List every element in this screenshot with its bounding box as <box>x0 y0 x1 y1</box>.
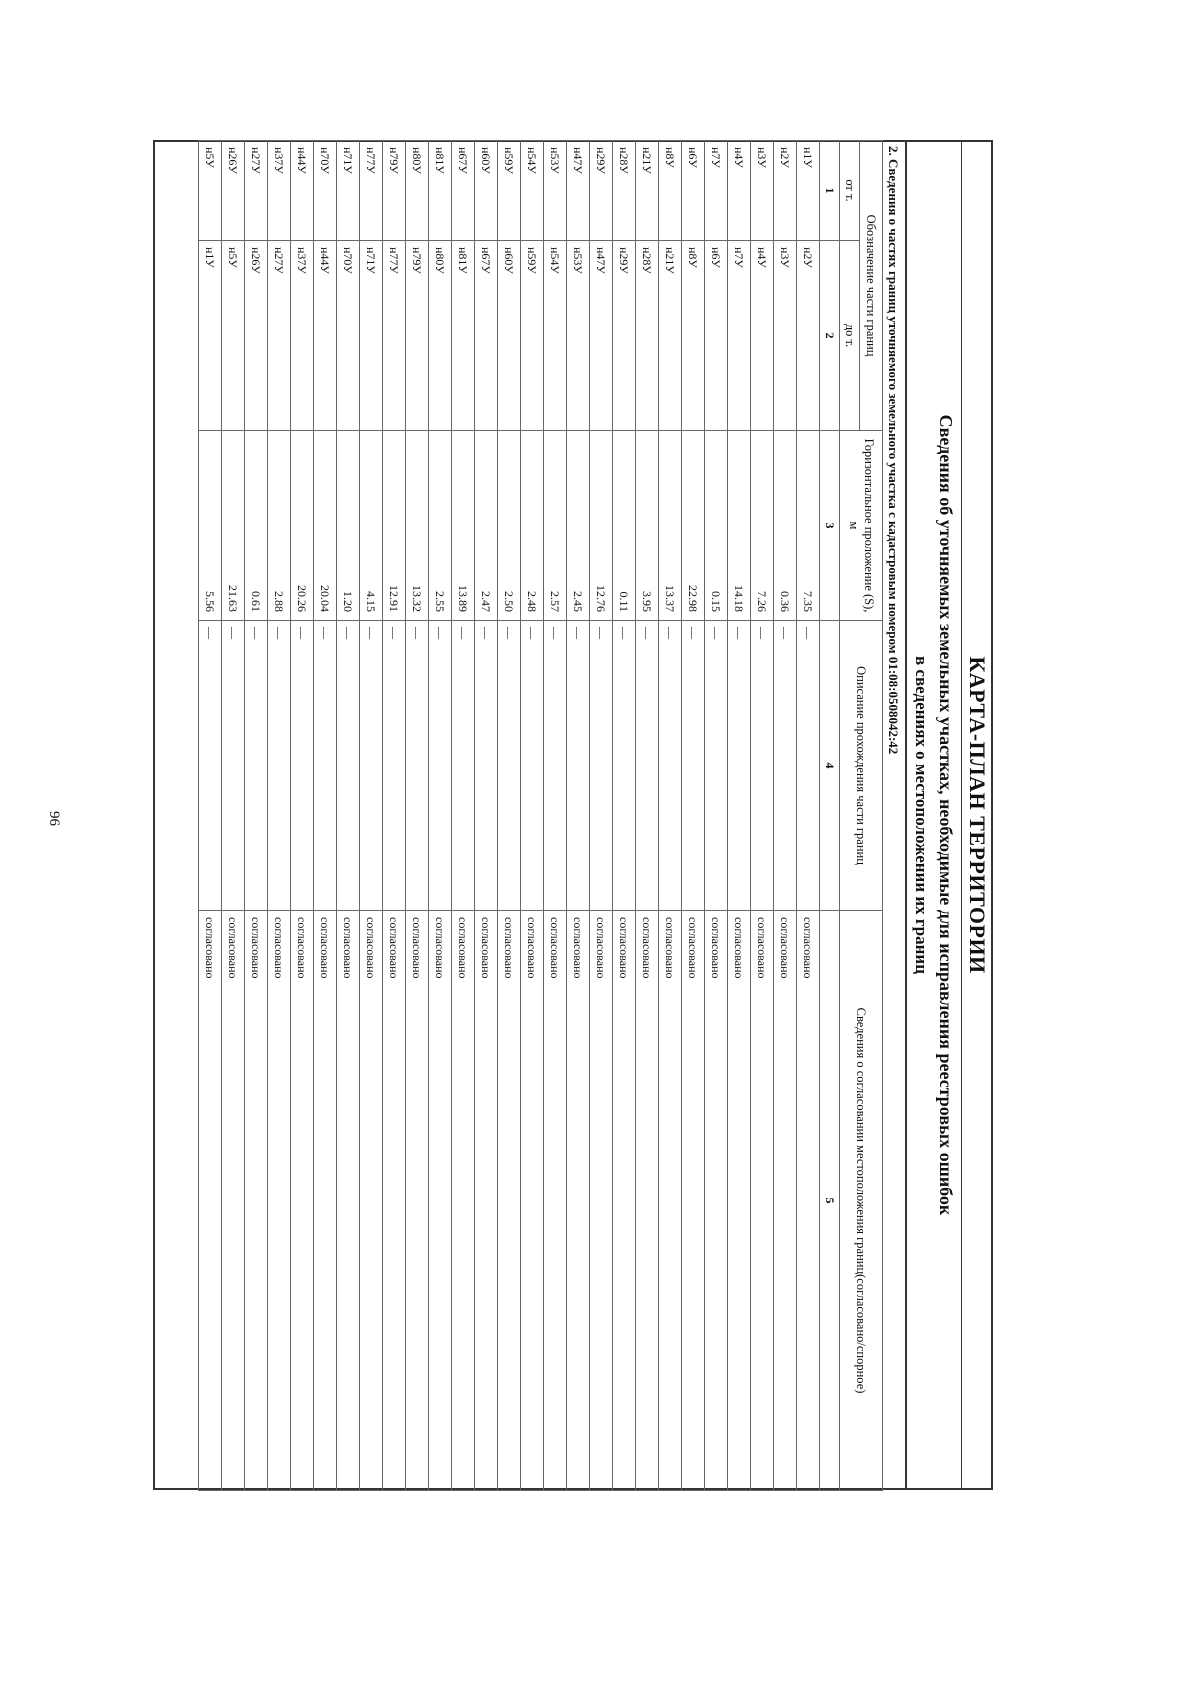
cell-status: согласовано <box>682 911 705 1491</box>
cell-to: н7У <box>728 241 751 431</box>
table-row <box>613 141 636 1491</box>
cell-s: 2.48 <box>521 431 544 621</box>
column-number: 4 <box>820 621 840 911</box>
table-row <box>728 141 751 1491</box>
header-designation: Обозначение части границ <box>860 141 883 431</box>
boundary-parts-table <box>198 140 883 1491</box>
cell-desc: — <box>383 621 406 911</box>
cell-s: 12.91 <box>383 431 406 621</box>
column-number: 2 <box>820 241 840 431</box>
table-row <box>475 141 498 1491</box>
cell-desc: — <box>475 621 498 911</box>
table-row <box>751 141 774 1491</box>
cell-to: н77У <box>383 241 406 431</box>
cell-status: согласовано <box>544 911 567 1491</box>
column-number: 1 <box>820 141 840 241</box>
cell-to: н29У <box>613 241 636 431</box>
cell-to: н6У <box>705 241 728 431</box>
cell-to: н70У <box>337 241 360 431</box>
cell-status: согласовано <box>222 911 245 1491</box>
cell-s: 2.50 <box>498 431 521 621</box>
table-row <box>268 141 291 1491</box>
cell-status: согласовано <box>728 911 751 1491</box>
table-row <box>406 141 429 1491</box>
cell-s: 22.98 <box>682 431 705 621</box>
cell-desc: — <box>498 621 521 911</box>
subtitle-line-2: в сведениях о местоположении их границ <box>912 656 931 974</box>
cell-status: согласовано <box>245 911 268 1491</box>
table-row <box>544 141 567 1491</box>
cell-desc: — <box>590 621 613 911</box>
cell-desc: — <box>613 621 636 911</box>
cell-status: согласовано <box>498 911 521 1491</box>
cell-from: н6У <box>682 141 705 241</box>
table-row <box>659 141 682 1491</box>
cell-from: н21У <box>636 141 659 241</box>
cell-to: н80У <box>429 241 452 431</box>
cell-status: согласовано <box>636 911 659 1491</box>
table-row <box>429 141 452 1491</box>
cell-from: н67У <box>452 141 475 241</box>
table-row <box>452 141 475 1491</box>
cell-s: 13.32 <box>406 431 429 621</box>
cell-to: н54У <box>544 241 567 431</box>
table-row <box>314 141 337 1491</box>
cell-s: 2.88 <box>268 431 291 621</box>
cell-desc: — <box>360 621 383 911</box>
cell-from: н60У <box>475 141 498 241</box>
cell-from: н3У <box>751 141 774 241</box>
cell-s: 21.63 <box>222 431 245 621</box>
cell-from: н80У <box>406 141 429 241</box>
cell-from: н77У <box>360 141 383 241</box>
cell-s: 13.37 <box>659 431 682 621</box>
cell-desc: — <box>521 621 544 911</box>
document-subtitle <box>905 140 961 1490</box>
cell-status: согласовано <box>567 911 590 1491</box>
cell-status: согласовано <box>406 911 429 1491</box>
cell-from: н27У <box>245 141 268 241</box>
cell-desc: — <box>245 621 268 911</box>
cell-status: согласовано <box>452 911 475 1491</box>
cell-s: 12.76 <box>590 431 613 621</box>
cell-desc: — <box>728 621 751 911</box>
cell-to: н4У <box>751 241 774 431</box>
cell-from: н37У <box>268 141 291 241</box>
cell-to: н59У <box>521 241 544 431</box>
cell-status: согласовано <box>521 911 544 1491</box>
cell-desc: — <box>452 621 475 911</box>
cell-status: согласовано <box>291 911 314 1491</box>
cell-desc: — <box>567 621 590 911</box>
cell-s: 7.35 <box>797 431 820 621</box>
cell-to: н26У <box>245 241 268 431</box>
column-number: 3 <box>820 431 840 621</box>
cell-s: 4.15 <box>360 431 383 621</box>
cell-s: 14.18 <box>728 431 751 621</box>
cell-to: н28У <box>636 241 659 431</box>
cell-to: н60У <box>498 241 521 431</box>
cell-status: согласовано <box>751 911 774 1491</box>
cell-desc: — <box>659 621 682 911</box>
table-row <box>245 141 268 1491</box>
table-row <box>590 141 613 1491</box>
cell-status: согласовано <box>774 911 797 1491</box>
header-to: до т. <box>840 241 860 431</box>
section-title: 2. Сведения о частях границ уточняемого земельного участка с кадастровым номером 01:08:0508042:42 <box>886 146 901 755</box>
cell-to: н37У <box>291 241 314 431</box>
subtitle-line-1: Сведения об уточняемых земельных участках, необходимые для исправления реестровых ошибок <box>936 414 956 1216</box>
cell-from: н79У <box>383 141 406 241</box>
cell-s: 2.55 <box>429 431 452 621</box>
cell-desc: — <box>705 621 728 911</box>
cell-status: согласовано <box>360 911 383 1491</box>
table-row <box>383 141 406 1491</box>
cell-s: 2.57 <box>544 431 567 621</box>
cell-desc: — <box>291 621 314 911</box>
cell-desc: — <box>429 621 452 911</box>
cell-desc: — <box>222 621 245 911</box>
table-row <box>636 141 659 1491</box>
page-number: 96 <box>46 811 62 826</box>
cell-s: 20.26 <box>291 431 314 621</box>
cell-from: н26У <box>222 141 245 241</box>
cell-from: н29У <box>590 141 613 241</box>
table-row <box>797 141 820 1491</box>
table-row <box>498 141 521 1491</box>
cell-desc: — <box>268 621 291 911</box>
cell-s: 20.04 <box>314 431 337 621</box>
cell-to: н5У <box>222 241 245 431</box>
table-row <box>682 141 705 1491</box>
cell-to: н3У <box>774 241 797 431</box>
cell-to: н67У <box>475 241 498 431</box>
cell-to: н8У <box>682 241 705 431</box>
table-row <box>567 141 590 1491</box>
cell-s: 5.56 <box>199 431 222 621</box>
cell-from: н1У <box>797 141 820 241</box>
cell-from: н2У <box>774 141 797 241</box>
cell-s: 2.45 <box>567 431 590 621</box>
cell-s: 13.89 <box>452 431 475 621</box>
table-row <box>291 141 314 1491</box>
cell-s: 3.95 <box>636 431 659 621</box>
header-from: от т. <box>840 141 860 241</box>
cell-status: согласовано <box>314 911 337 1491</box>
cell-from: н44У <box>291 141 314 241</box>
cell-from: н81У <box>429 141 452 241</box>
cell-status: согласовано <box>659 911 682 1491</box>
cell-desc: — <box>636 621 659 911</box>
cell-s: 2.47 <box>475 431 498 621</box>
cell-status: согласовано <box>475 911 498 1491</box>
cell-from: н59У <box>498 141 521 241</box>
cell-status: согласовано <box>268 911 291 1491</box>
cell-s: 7.26 <box>751 431 774 621</box>
table-body <box>199 141 820 1491</box>
table-row <box>360 141 383 1491</box>
cell-desc: — <box>751 621 774 911</box>
cell-s: 0.11 <box>613 431 636 621</box>
table-row <box>337 141 360 1491</box>
cell-s: 0.36 <box>774 431 797 621</box>
cell-status: согласовано <box>429 911 452 1491</box>
cell-from: н54У <box>521 141 544 241</box>
cell-from: н71У <box>337 141 360 241</box>
cell-from: н8У <box>659 141 682 241</box>
cell-s: 1.20 <box>337 431 360 621</box>
cell-status: согласовано <box>337 911 360 1491</box>
table-row <box>199 141 222 1491</box>
table-row <box>222 141 245 1491</box>
header-description: Описание прохождения части границ <box>840 621 883 911</box>
cell-to: н53У <box>567 241 590 431</box>
cell-status: согласовано <box>613 911 636 1491</box>
document-sheet <box>153 140 993 1490</box>
cell-to: н44У <box>314 241 337 431</box>
cell-to: н47У <box>590 241 613 431</box>
cell-status: согласовано <box>590 911 613 1491</box>
cell-status: согласовано <box>199 911 222 1491</box>
header-horizontal: Горизонтальное проложение (S), м <box>840 431 883 621</box>
cell-s: 0.15 <box>705 431 728 621</box>
cell-to: н79У <box>406 241 429 431</box>
cell-desc: — <box>682 621 705 911</box>
cell-to: н27У <box>268 241 291 431</box>
cell-desc: — <box>774 621 797 911</box>
cell-to: н21У <box>659 241 682 431</box>
cell-s: 0.61 <box>245 431 268 621</box>
cell-desc: — <box>199 621 222 911</box>
cell-desc: — <box>544 621 567 911</box>
cell-from: н28У <box>613 141 636 241</box>
cell-desc: — <box>406 621 429 911</box>
cell-to: н1У <box>199 241 222 431</box>
cell-to: н81У <box>452 241 475 431</box>
document-title: КАРТА-ПЛАН ТЕРРИТОРИИ <box>961 140 993 1490</box>
table-row <box>774 141 797 1491</box>
cell-from: н70У <box>314 141 337 241</box>
table-row <box>705 141 728 1491</box>
table-row <box>521 141 544 1491</box>
cell-desc: — <box>337 621 360 911</box>
cell-desc: — <box>314 621 337 911</box>
cell-status: согласовано <box>383 911 406 1491</box>
cell-to: н71У <box>360 241 383 431</box>
cell-from: н7У <box>705 141 728 241</box>
column-number: 5 <box>820 911 840 1491</box>
header-agreement: Сведения о согласовании местоположения границ(согласовано/спорное) <box>840 911 883 1491</box>
cell-status: согласовано <box>705 911 728 1491</box>
cell-from: н53У <box>544 141 567 241</box>
cell-to: н2У <box>797 241 820 431</box>
cell-from: н5У <box>199 141 222 241</box>
cell-from: н47У <box>567 141 590 241</box>
cell-from: н4У <box>728 141 751 241</box>
cell-desc: — <box>797 621 820 911</box>
cell-status: согласовано <box>797 911 820 1491</box>
